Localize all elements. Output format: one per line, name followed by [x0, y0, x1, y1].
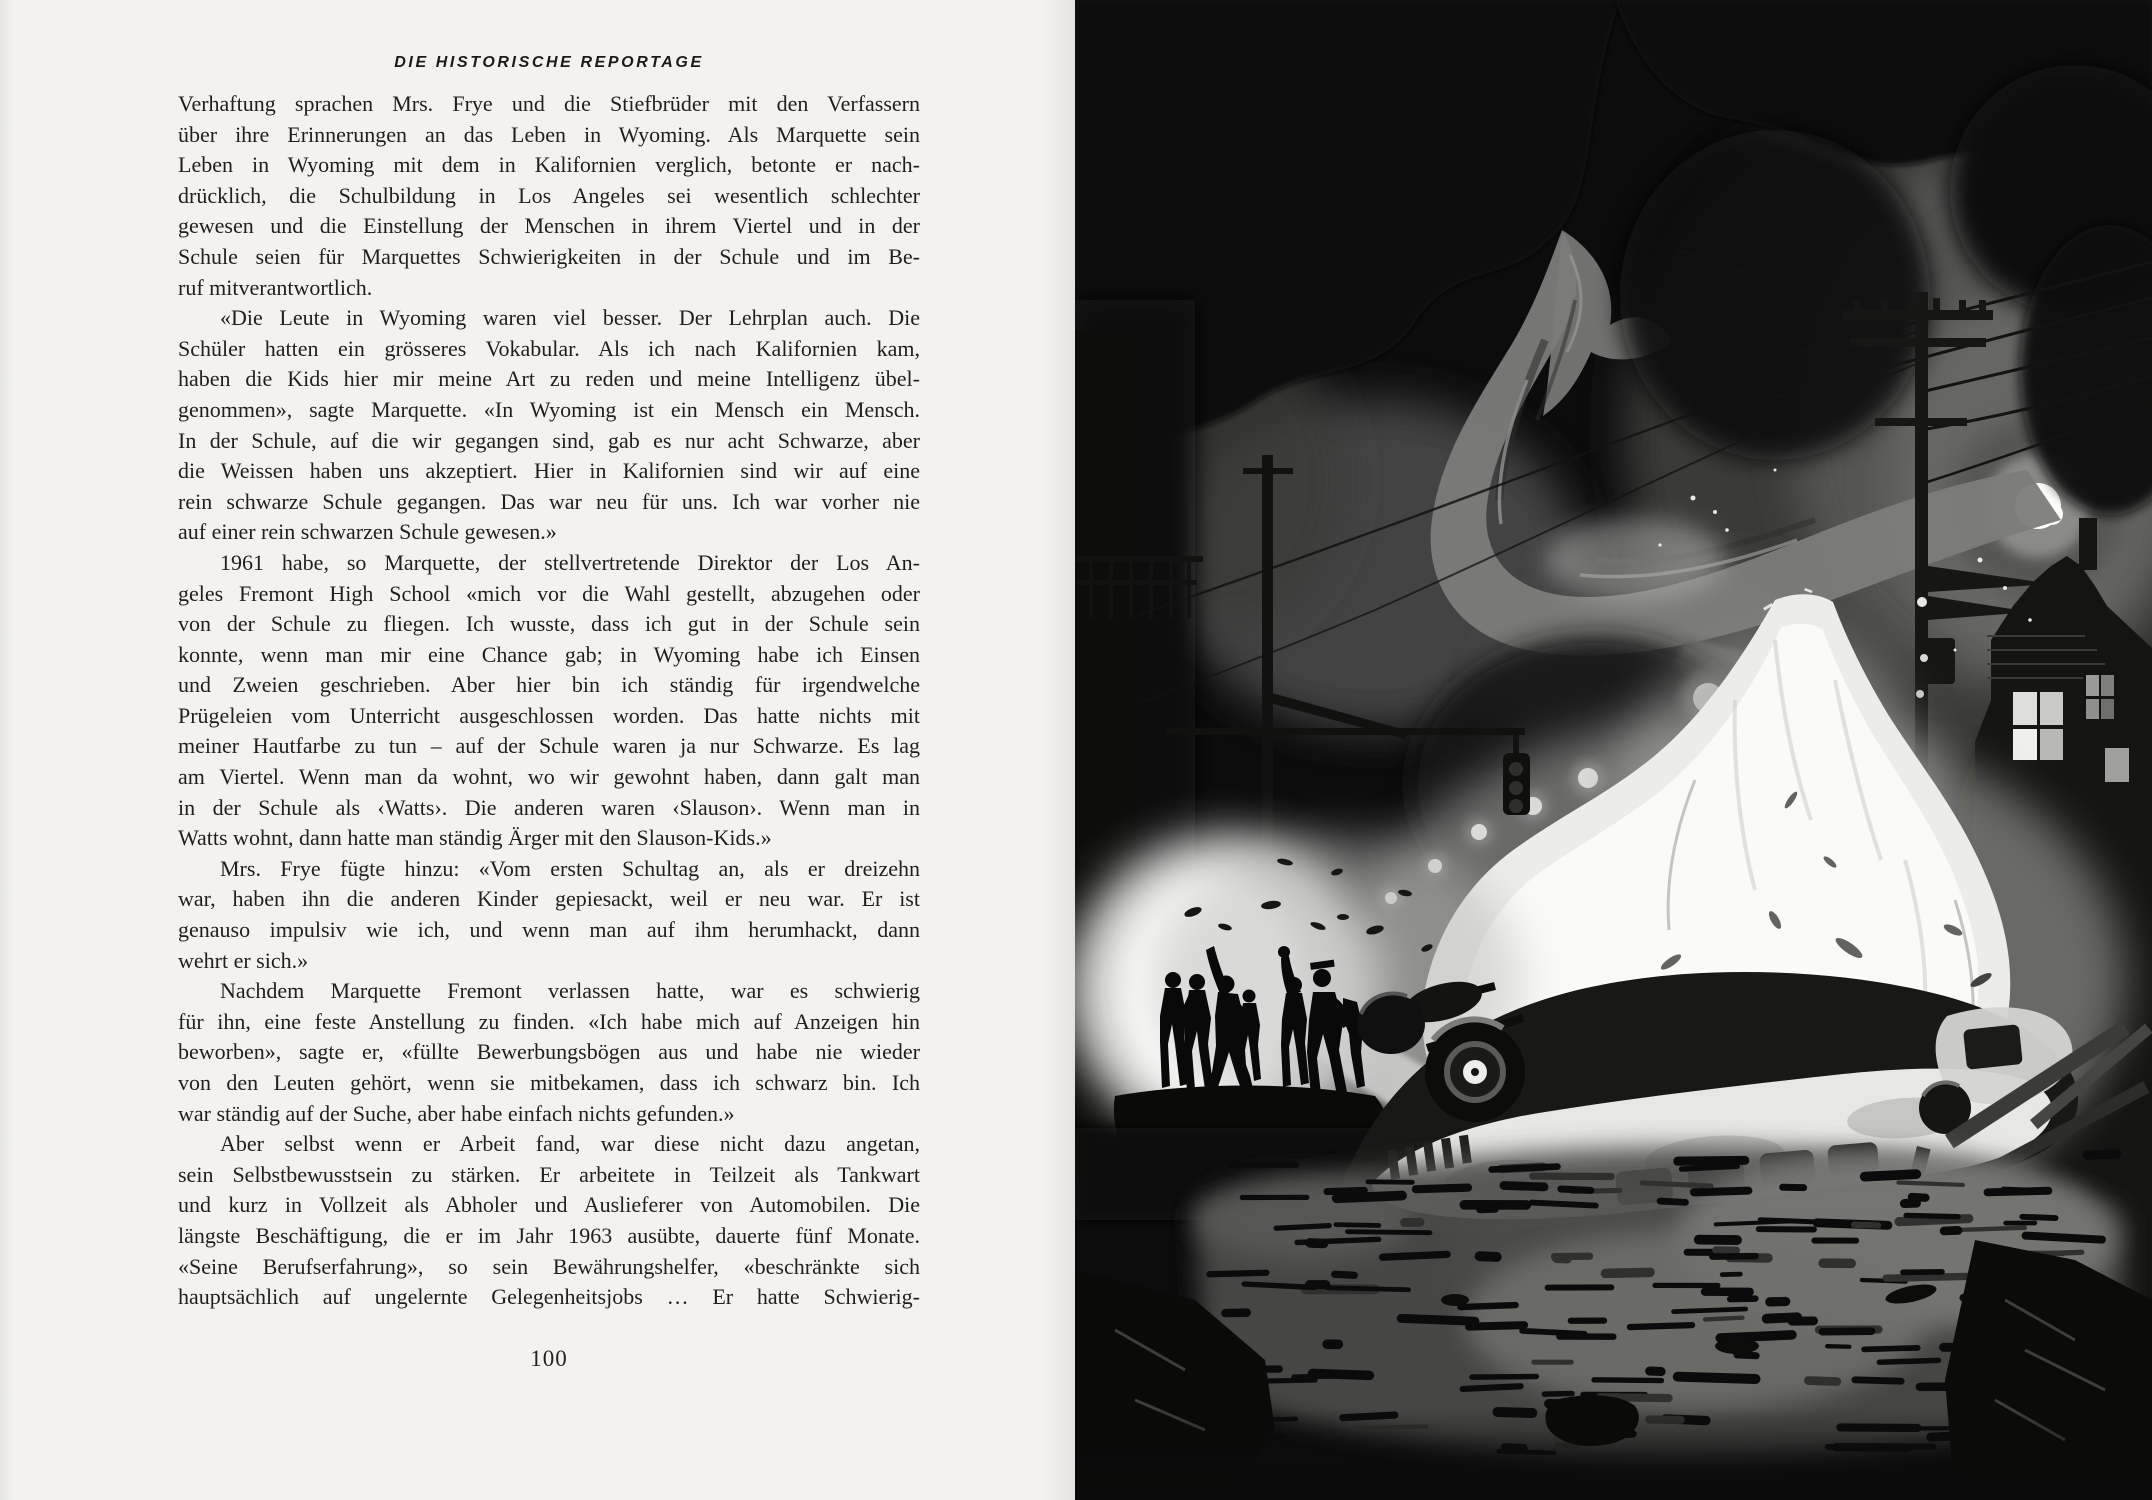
- text-line: hauptsächlich auf ungelernte Gelegenheitsjobs … Er hatte Schwierig-: [178, 1284, 920, 1310]
- text-line: wehrt er sich.»: [178, 947, 309, 973]
- text-line: für ihn, eine feste Anstellung zu finden. «Ich habe mich auf Anzeigen hin: [178, 1008, 920, 1034]
- running-header: DIE HISTORISCHE REPORTAGE: [394, 54, 704, 71]
- text-line: Aber selbst wenn er Arbeit fand, war diese nicht dazu angetan,: [220, 1131, 920, 1157]
- text-line: über ihre Erinnerungen an das Leben in Wyoming. Als Marquette sein: [178, 121, 920, 147]
- text-line: Mrs. Frye fügte hinzu: «Vom ersten Schultag an, als er dreizehn: [220, 855, 920, 881]
- street-foreground: [1075, 1147, 2152, 1500]
- text-line: rein schwarze Schule gegangen. Das war neu für uns. Ich war vorher nie: [178, 488, 920, 514]
- text-line: längste Beschäftigung, die er im Jahr 1963 ausübte, dauerte fünf Monate.: [178, 1222, 920, 1248]
- riot-illustration: [1075, 0, 2152, 1500]
- text-line: beworben», sagte er, «füllte Bewerbungsbögen aus und habe nie wieder: [178, 1039, 920, 1065]
- text-line: am Viertel. Wenn man da wohnt, wo wir gewohnt haben, dann galt man: [178, 764, 920, 790]
- text-line: Schüler hatten ein grösseres Vokabular. Als ich nach Kalifornien kam,: [178, 335, 920, 361]
- text-line: 1961 habe, so Marquette, der stellvertretende Direktor der Los An-: [220, 549, 920, 575]
- text-line: In der Schule, auf die wir gegangen sind, gab es nur acht Schwarze, aber: [178, 427, 920, 453]
- text-line: Leben in Wyoming mit dem in Kalifornien verglich, betonte er nach-: [178, 152, 920, 178]
- text-line: konnte, wenn man mir eine Chance gab; in Wyoming habe ich Einsen: [178, 641, 920, 667]
- text-line: war, haben ihn die anderen Kinder gepiesackt, weil er neu war. Er ist: [178, 886, 920, 912]
- text-line: von der Schule zu fliegen. Ich wusste, dass ich gut in der Schule sein: [178, 611, 920, 637]
- text-line: Watts wohnt, dann hatte man ständig Ärger mit den Slauson-Kids.»: [178, 825, 772, 851]
- right-illustration-page: [1075, 0, 2152, 1500]
- text-line: Schule seien für Marquettes Schwierigkeiten in der Schule und im Be-: [178, 243, 920, 269]
- text-line: genommen», sagte Marquette. «In Wyoming ist ein Mensch ein Mensch.: [178, 396, 920, 422]
- text-line: und Zweien geschrieben. Aber hier bin ich ständig für irgendwelche: [178, 672, 920, 698]
- text-line: auf einer rein schwarzen Schule gewesen.»: [178, 519, 557, 545]
- text-line: war ständig auf der Suche, aber habe einfach nichts gefunden.»: [178, 1100, 735, 1126]
- text-line: ruf mitverantwortlich.: [178, 274, 373, 300]
- left-text-page: [0, 0, 1075, 1500]
- text-line: von den Leuten gehört, wenn sie mitbekamen, dass ich schwarz bin. Ich: [178, 1070, 920, 1095]
- body-text-column: [178, 89, 920, 1313]
- page-number: 100: [530, 1346, 568, 1371]
- text-line: «Seine Berufserfahrung», so sein Bewährungshelfer, «beschränkte sich: [178, 1253, 920, 1279]
- text-line: Prügeleien vom Unterricht ausgeschlossen worden. Das hatte nichts mit: [178, 702, 920, 728]
- text-line: genauso impulsiv wie ich, und wenn man auf ihm herumhackt, dann: [178, 917, 920, 943]
- text-line: sein Selbstbewusstsein zu stärken. Er arbeitete in Teilzeit als Tankwart: [178, 1161, 920, 1187]
- text-line: drücklich, die Schulbildung in Los Angeles sei wesentlich schlechter: [178, 182, 920, 208]
- bottom-vignette: [1075, 1408, 2152, 1500]
- text-line: die Weissen haben uns akzeptiert. Hier in Kalifornien sind wir auf eine: [178, 458, 920, 484]
- text-line: gewesen und die Einstellung der Menschen in ihrem Viertel und in der: [178, 213, 920, 239]
- text-line: «Die Leute in Wyoming waren viel besser. Der Lehrplan auch. Die: [220, 305, 920, 331]
- text-line: Nachdem Marquette Fremont verlassen hatte, war es schwierig: [220, 978, 920, 1004]
- text-line: haben die Kids hier mir meine Art zu reden und meine Intelligenz übel-: [178, 366, 920, 392]
- text-line: geles Fremont High School «mich vor die Wahl gestellt, abzugehen oder: [178, 580, 920, 606]
- text-line: meiner Hautfarbe zu tun – auf der Schule waren ja nur Schwarze. Es lag: [178, 733, 920, 759]
- text-line: in der Schule als ‹Watts›. Die anderen waren ‹Slauson›. Wenn man in: [178, 794, 920, 820]
- text-line: Verhaftung sprachen Mrs. Frye und die Stiefbrüder mit den Verfassern: [178, 91, 920, 116]
- text-line: und kurz in Vollzeit als Abholer und Auslieferer von Automobilen. Die: [178, 1192, 920, 1218]
